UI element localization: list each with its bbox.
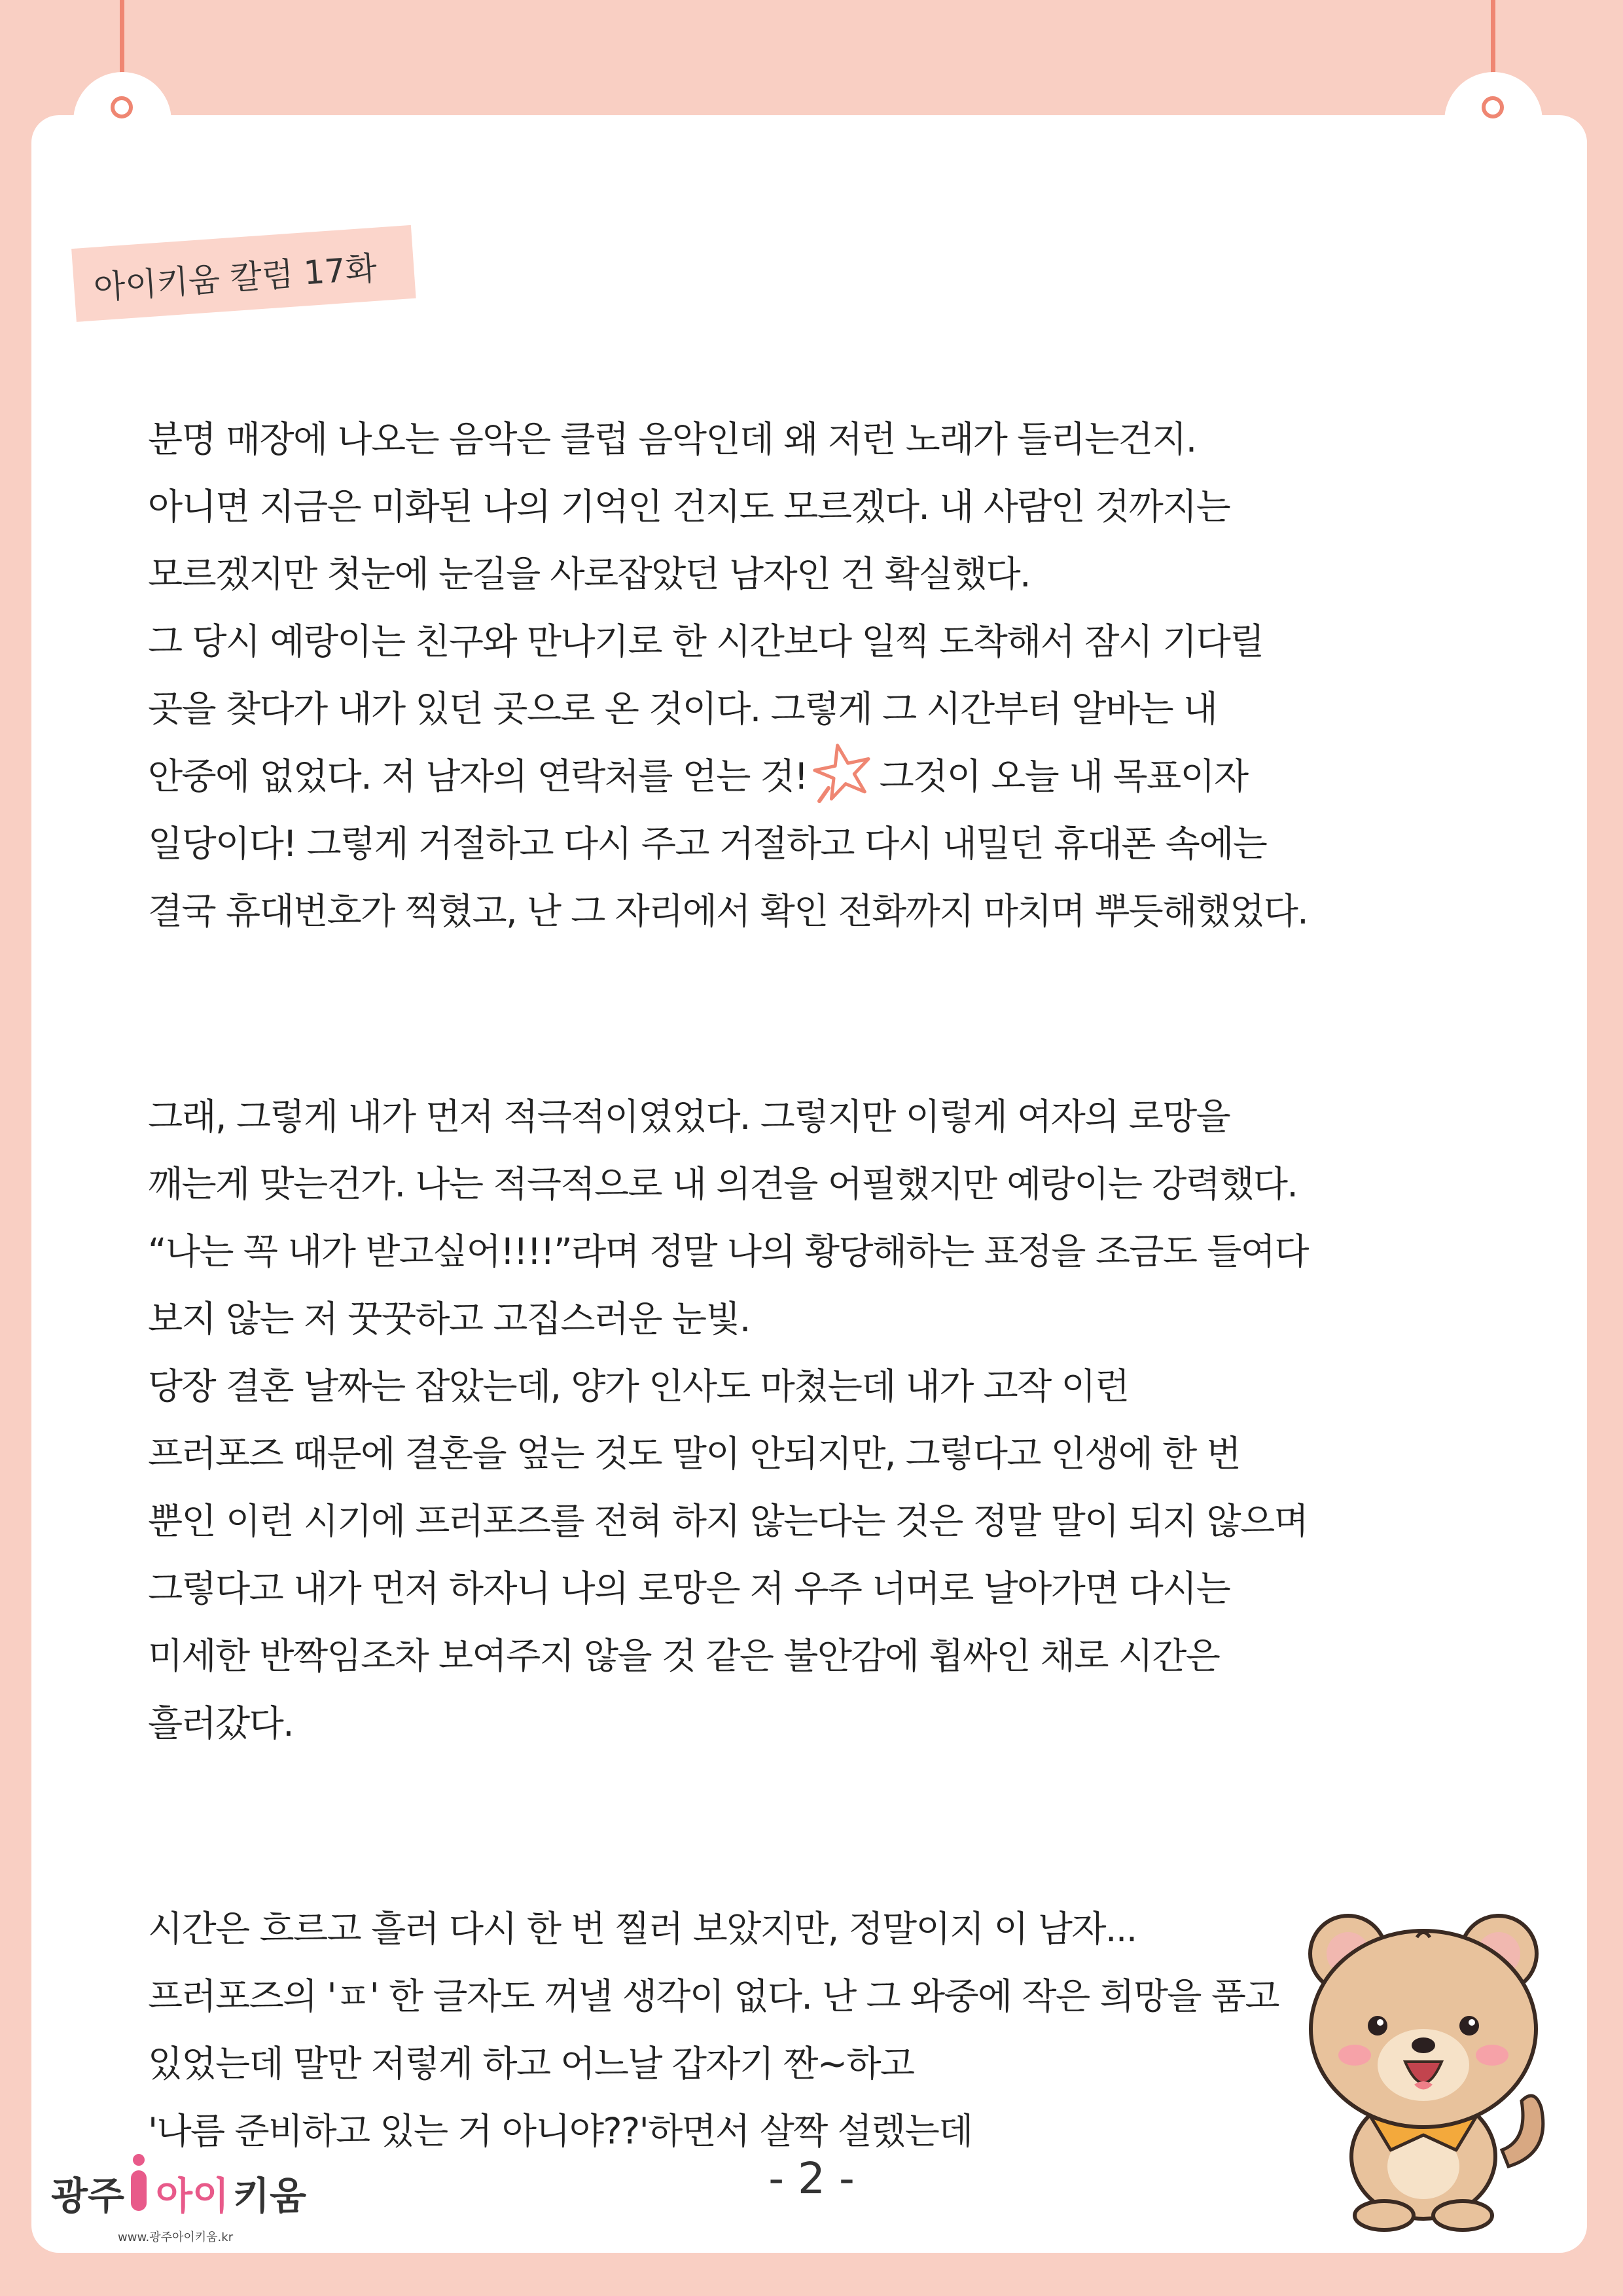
text-line: 흘러갔다.	[148, 1702, 294, 1744]
star-icon	[810, 738, 876, 804]
logo-text-right: 키움	[233, 2174, 307, 2218]
text-line: 프러포즈의 'ㅍ' 한 글자도 꺼낼 생각이 없다. 난 그 와중에 작은 희망을 품고	[148, 1975, 1279, 2017]
column-tag-label: 아이키움 칼럼 17화	[92, 249, 378, 307]
logo-i-icon	[124, 2153, 153, 2212]
text-line: 그렇다고 내가 먼저 하자니 나의 로망은 저 우주 너머로 날아가면 다시는	[148, 1568, 1230, 1609]
text-line: 분명 매장에 나오는 음악은 클럽 음악인데 왜 저런 노래가 들리는건지.	[148, 418, 1196, 460]
text-line: '나름 준비하고 있는 거 아니야??'하면서 살짝 설렜는데	[148, 2110, 972, 2152]
paragraph-gap	[148, 1757, 1476, 1895]
text-line: 모르겠지만 첫눈에 눈길을 사로잡았던 남자인 건 확실했다.	[148, 553, 1030, 595]
text-line: 있었는데 말만 저렇게 하고 어느날 갑자기 짠~하고	[148, 2043, 914, 2085]
logo-text-left: 광주	[51, 2174, 125, 2218]
text-line: 그 당시 예랑이는 친구와 만나기로 한 시간보다 일찍 도착해서 잠시 기다릴	[148, 620, 1264, 662]
page-number: - 2 -	[768, 2153, 855, 2204]
text-line: 그래, 그렇게 내가 먼저 적극적이였었다. 그렇지만 이렇게 여자의 로망을	[148, 1096, 1230, 1138]
text-line: 보지 않는 저 꿋꿋하고 고집스러운 눈빛.	[148, 1298, 750, 1340]
paragraph-gap	[148, 945, 1476, 1083]
text-line: 뿐인 이런 시기에 프러포즈를 전혀 하지 않는다는 것은 정말 말이 되지 않으며	[148, 1500, 1308, 1542]
text-line: 당장 결혼 날짜는 잡았는데, 양가 인사도 마쳤는데 내가 고작 이런	[148, 1365, 1129, 1407]
paragraph-2	[148, 1083, 1476, 1757]
text-line: 깨는게 맞는건가. 나는 적극적으로 내 의견을 어필했지만 예랑이는 강력했다.	[148, 1163, 1298, 1205]
text-line: “나는 꼭 내가 받고싶어!!!!”라며 정말 나의 황당해하는 표정을 조금도 들여다	[148, 1230, 1308, 1272]
logo-url: www.광주아이키움.kr	[118, 2231, 234, 2244]
paragraph-1	[148, 406, 1476, 945]
text-line: 미세한 반짝임조차 보여주지 않을 것 같은 불안감에 휩싸인 채로 시간은	[148, 1635, 1220, 1677]
text-segment: 그것이 오늘 내 목표이자	[879, 755, 1248, 797]
mascot-quokka-icon	[1293, 1892, 1554, 2232]
gwangju-ikium-logo	[46, 2140, 321, 2245]
text-line: 아니면 지금은 미화된 나의 기억인 건지도 모르겠다. 내 사람인 것까지는	[148, 486, 1230, 528]
text-line: 곳을 찾다가 내가 있던 곳으로 온 것이다. 그렇게 그 시간부터 알바는 내	[148, 688, 1217, 730]
paragraph-3	[148, 1895, 1476, 2165]
hanger-hole-left	[111, 96, 133, 118]
text-line: 결국 휴대번호가 찍혔고, 난 그 자리에서 확인 전화까지 마치며 뿌듯해했었다.	[148, 890, 1308, 932]
text-line: 프러포즈 때문에 결혼을 엎는 것도 말이 안되지만, 그렇다고 인생에 한 번	[148, 1433, 1241, 1475]
logo-text-mid: 아이	[156, 2174, 230, 2218]
hanger-hole-right	[1482, 96, 1504, 118]
article-body	[148, 406, 1476, 2165]
text-line: 시간은 흐르고 흘러 다시 한 번 찔러 보았지만, 정말이지 이 남자...	[148, 1908, 1137, 1950]
text-segment: 안중에 없었다. 저 남자의 연락처를 얻는 것!	[148, 755, 808, 797]
text-line: 일당이다! 그렇게 거절하고 다시 주고 거절하고 다시 내밀던 휴대폰 속에는	[148, 823, 1267, 865]
text-line-with-icon	[148, 743, 1476, 810]
